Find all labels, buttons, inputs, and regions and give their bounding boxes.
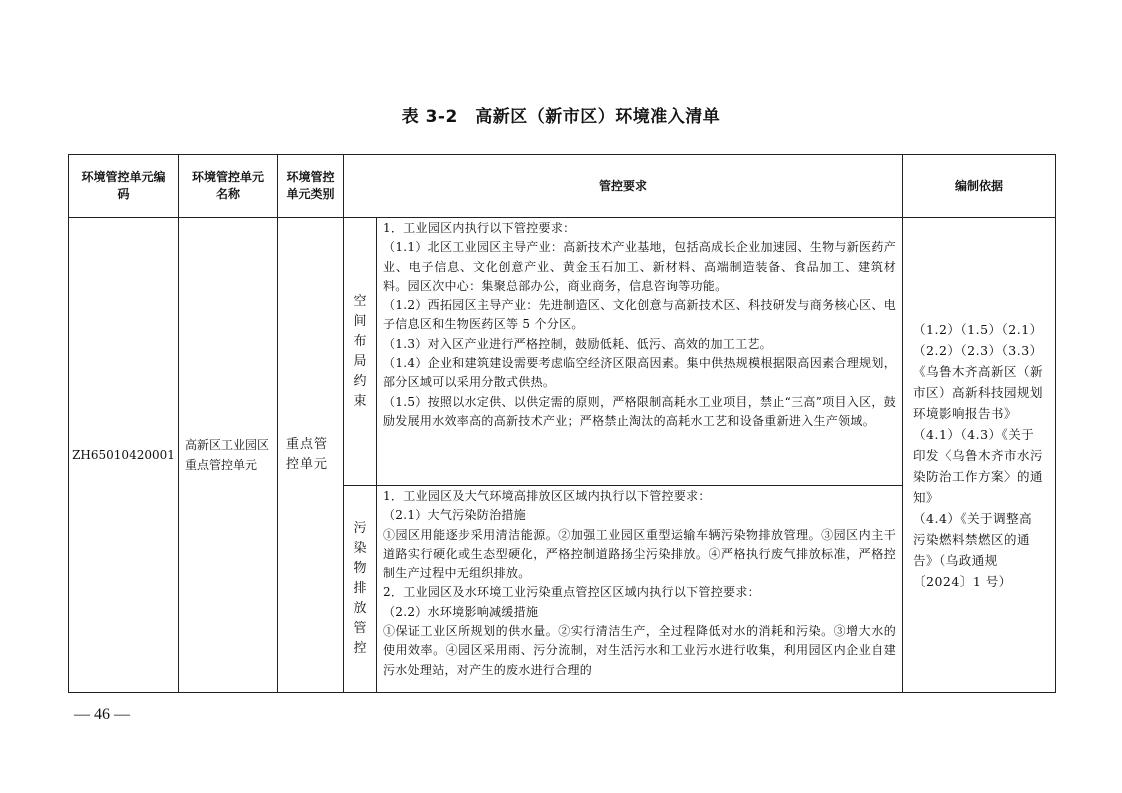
req-line: （2.2）水环境影响减缓措施	[383, 604, 539, 619]
section-label-pollution: 污染物排放管控	[344, 486, 377, 693]
requirements-pollution-content	[383, 487, 896, 692]
header-row	[69, 155, 1056, 218]
req-line: （2.1）大气污染防治措施	[383, 508, 526, 523]
section-label-spatial: 空间布局约束	[344, 218, 377, 486]
unit-code: ZH65010420001	[69, 218, 179, 693]
requirements-pollution	[377, 486, 903, 693]
table-title: 表 3-2 高新区（新市区）环境准入清单	[401, 107, 721, 127]
req-line: （1.5）按照以水定供、以供定需的原则，严格限制高耗水工业项目，禁止“三高”项目入区，鼓励发展用水效率高的高新技术产业；严格禁止淘汰的高耗水工艺和设备重新进入生产领域。	[383, 394, 897, 428]
req-line: （1.2）西拓园区主导产业：先进制造区、文化创意与高新技术区、科技研发与商务核心区、电子信息区和生物医药区等 5 个分区。	[383, 298, 897, 332]
req-line: 2．工业园区及水环境工业污染重点管控区区域内执行以下管控要求：	[383, 585, 760, 600]
req-line: 1．工业园区内执行以下管控要求：	[383, 221, 576, 235]
unit-category: 重点管控单元	[278, 218, 344, 693]
req-line: （1.1）北区工业园区主导产业：高新技术产业基地，包括高成长企业加速园、生物与新医药产业、电子信息、文化创意产业、黄金玉石加工、新材料、高端制造装备、食品加工、建筑材料。园区次中心：集聚总部办公，商业商务，信息咨询等功能。	[383, 240, 897, 293]
page-number: — 46 —	[74, 706, 130, 723]
req-line: ①园区用能逐步采用清洁能源。②加强工业园区重型运输车辆污染物排放管理。③园区内主干道路实行硬化或生态型硬化，严格控制道路扬尘污染排放。④严格执行废气排放标准，严格控制生产过程中无组织排放。	[383, 527, 897, 581]
header-name: 环境管控单元名称	[179, 155, 278, 218]
basis-line: （4.4）《关于调整高污染燃料禁燃区的通告》（乌政通规〔2024〕1 号）	[913, 510, 1033, 589]
header-basis: 编制依据	[903, 155, 1056, 218]
basis-line: （4.1）（4.3）《关于印发〈乌鲁木齐市水污染防治工作方案〉的通知》	[913, 426, 1044, 505]
req-line: 1．工业园区及大气环境高排放区区域内执行以下管控要求：	[383, 489, 711, 503]
requirements-spatial	[377, 218, 903, 486]
header-category: 环境管控单元类别	[278, 155, 344, 218]
basis-line: （1.2）（1.5）（2.1）（2.2）（2.3）（3.3）《乌鲁木齐高新区（新市区）高新科技园规划环境影响报告书》	[913, 321, 1044, 421]
unit-name: 高新区工业园区重点管控单元	[179, 218, 278, 693]
environmental-access-table	[68, 154, 1056, 693]
req-line: （1.4）企业和建筑建设需要考虑临空经济区限高因素。集中供热规模根据限高因素合理规划，部分区域可以采用分散式供热。	[383, 356, 897, 390]
header-code: 环境管控单元编码	[69, 155, 179, 218]
req-line: （1.3）对入区产业进行严格控制，鼓励低耗、低污、高效的加工工艺。	[383, 336, 772, 351]
table-row	[69, 218, 1056, 486]
header-requirements: 管控要求	[344, 155, 903, 218]
basis-cell	[903, 218, 1056, 693]
req-line: ①保证工业区所规划的供水量。②实行清洁生产，全过程降低对水的消耗和污染。③增大水的使用效率。④园区采用雨、污分流制，对生活污水和工业污水进行收集，利用园区内企业自建污水处理站，对产生的废水进行合理的	[383, 624, 897, 677]
